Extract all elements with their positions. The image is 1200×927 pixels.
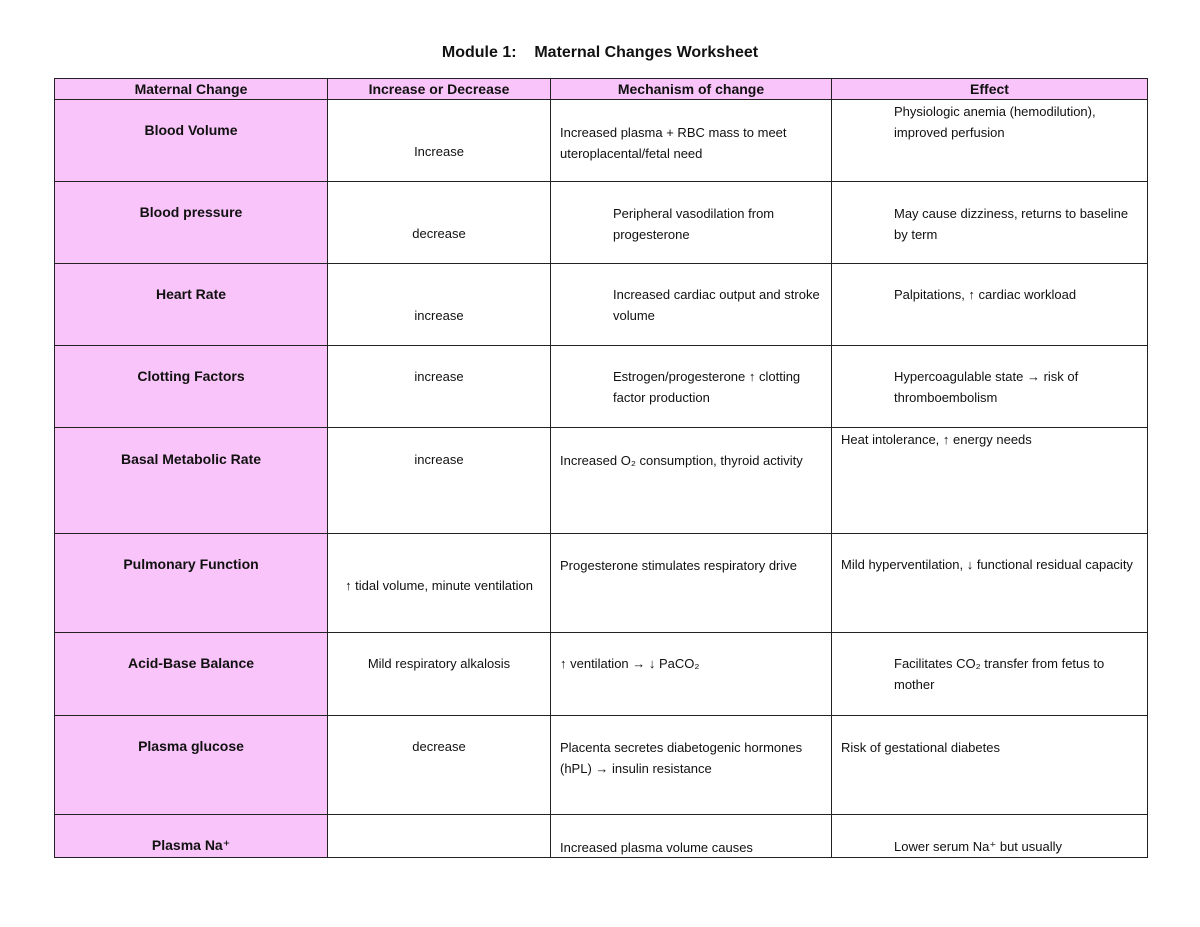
direction-cell: increase: [414, 308, 464, 323]
table-row: [55, 815, 1148, 858]
maternal-change-cell: Acid-Base Balance: [127, 655, 255, 671]
header-maternal-change: Maternal Change: [55, 79, 328, 100]
effect-cell: Physiologic anemia (hemodilution), improved perfusion: [894, 104, 1096, 140]
table-row: [55, 716, 1148, 815]
maternal-change-cell: Plasma Na⁺: [151, 837, 231, 853]
table-row: [55, 534, 1148, 633]
mechanism-cell: Increased plasma + RBC mass to meet uteroplacental/fetal need: [560, 125, 787, 161]
table-row: [55, 264, 1148, 346]
mechanism-cell: Increased O₂ consumption, thyroid activity: [560, 453, 803, 468]
maternal-change-cell: Pulmonary Function: [123, 556, 259, 572]
direction-cell: decrease: [412, 739, 466, 754]
effect-cell: Risk of gestational diabetes: [841, 740, 1000, 755]
direction-cell: increase: [414, 452, 464, 467]
maternal-change-cell: Heart Rate: [155, 286, 227, 302]
table-row: [55, 633, 1148, 716]
direction-cell: Mild respiratory alkalosis: [367, 656, 511, 671]
effect-cell: Heat intolerance, ↑ energy needs: [841, 432, 1032, 447]
direction-cell: ↑ tidal volume, minute ventilation: [345, 578, 533, 593]
effect-cell: Hypercoagulable state → risk of thromboembolism: [894, 369, 1079, 405]
header-mechanism: Mechanism of change: [551, 79, 832, 100]
mechanism-cell: Placenta secretes diabetogenic hormones (hPL) → insulin resistance: [560, 740, 803, 776]
mechanism-cell: Increased cardiac output and stroke volume: [613, 287, 820, 323]
direction-cell: decrease: [412, 226, 466, 241]
direction-cell: Increase: [414, 144, 464, 159]
worksheet-table: [54, 78, 1148, 858]
maternal-change-cell: Basal Metabolic Rate: [120, 451, 262, 467]
table-row: [55, 346, 1148, 428]
mechanism-cell: ↑ ventilation → ↓ PaCO₂: [560, 656, 700, 671]
effect-cell: Lower serum Na⁺ but usually: [894, 839, 1062, 854]
page-title: Module 1: Maternal Changes Worksheet: [441, 44, 759, 61]
maternal-change-cell: Blood Volume: [144, 122, 238, 138]
table-row: [55, 100, 1148, 182]
maternal-change-cell: Clotting Factors: [137, 368, 245, 384]
direction-cell: increase: [414, 369, 464, 384]
effect-cell: Facilitates CO₂ transfer from fetus to mother: [894, 656, 1105, 692]
table-row: [55, 182, 1148, 264]
maternal-change-cell: Plasma glucose: [138, 738, 244, 754]
header-effect: Effect: [832, 79, 1148, 100]
table-row: [55, 428, 1148, 534]
effect-cell: Palpitations, ↑ cardiac workload: [894, 287, 1077, 302]
maternal-change-cell: Blood pressure: [139, 204, 243, 220]
mechanism-cell: Estrogen/progesterone ↑ clotting factor production: [613, 369, 801, 405]
effect-cell: May cause dizziness, returns to baseline by term: [894, 206, 1129, 242]
header-row: [55, 79, 1148, 100]
mechanism-cell: Increased plasma volume causes: [560, 840, 753, 855]
mechanism-cell: Peripheral vasodilation from progesterone: [613, 206, 775, 242]
effect-cell: Mild hyperventilation, ↓ functional residual capacity: [841, 557, 1133, 572]
mechanism-cell: Progesterone stimulates respiratory drive: [560, 558, 797, 573]
header-increase-decrease: Increase or Decrease: [328, 79, 551, 100]
